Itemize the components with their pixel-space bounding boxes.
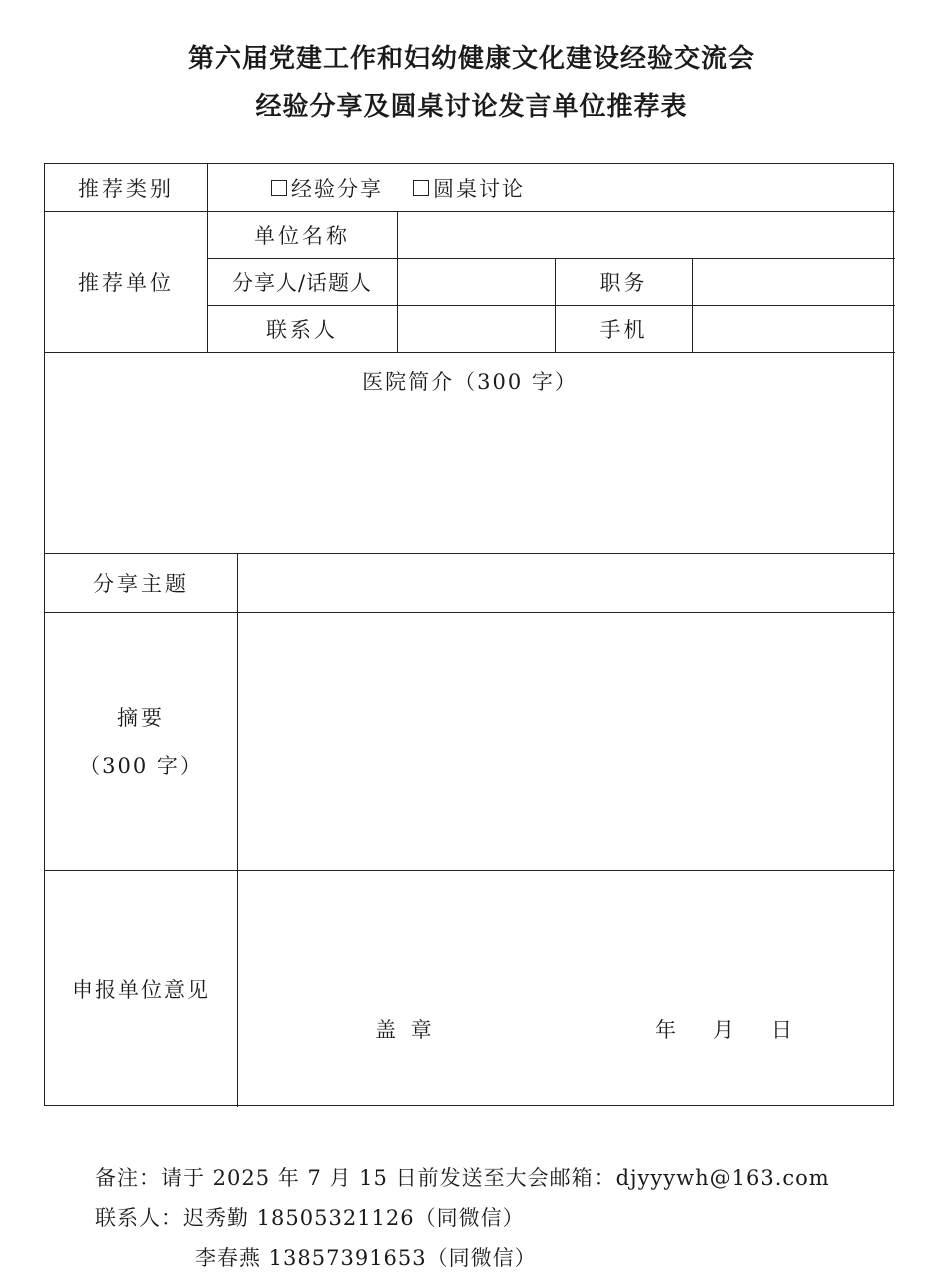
abstract-label: 摘要	[117, 706, 165, 730]
abstract-label-cell	[45, 612, 237, 870]
option-experience-sharing[interactable]	[271, 173, 383, 203]
unit-name-label: 单位名称	[254, 223, 350, 248]
hospital-intro-label: 医院简介（300 字）	[362, 370, 578, 394]
contact-label: 联系人	[266, 317, 338, 342]
abstract-limit: （300 字）	[79, 754, 203, 778]
unit-name-field[interactable]	[397, 211, 895, 258]
option-roundtable[interactable]	[413, 173, 525, 203]
notes	[95, 1158, 830, 1278]
position-label: 职务	[599, 270, 648, 295]
unit-label: 推荐单位	[78, 270, 174, 295]
sharer-field[interactable]	[397, 258, 555, 305]
remark-line: 备注：请于 2025 年 7 月 15 日前发送至大会邮箱：djyyywh@163.com	[95, 1166, 830, 1190]
position-field[interactable]	[692, 258, 895, 305]
abstract-field[interactable]	[237, 612, 895, 870]
topic-field[interactable]	[237, 553, 895, 612]
roundtable-checkbox[interactable]	[413, 180, 429, 196]
recommendation-form	[44, 163, 894, 1106]
category-label: 推荐类别	[78, 176, 174, 201]
sharer-label: 分享人/话题人	[231, 270, 373, 295]
hospital-intro-area[interactable]	[45, 352, 895, 553]
form-title-line2: 经验分享及圆桌讨论发言单位推荐表	[255, 92, 688, 122]
contact-line-2: 李春燕 13857391653（同微信）	[195, 1246, 537, 1270]
opinion-label: 申报单位意见	[72, 977, 210, 1002]
phone-label: 手机	[599, 317, 648, 342]
contact-line-1: 联系人：迟秀勤 18505321126（同微信）	[95, 1206, 525, 1230]
category-options	[207, 164, 895, 211]
date-label: 年 月 日	[655, 1018, 800, 1042]
contact-field[interactable]	[397, 305, 555, 352]
opinion-field[interactable]	[237, 870, 895, 1107]
experience-sharing-checkbox[interactable]	[271, 180, 287, 196]
roundtable-label: 圆桌讨论	[433, 176, 525, 201]
topic-label: 分享主题	[93, 571, 189, 596]
experience-sharing-label: 经验分享	[291, 176, 383, 201]
seal-label: 盖 章	[375, 1018, 436, 1042]
form-title-line1: 第六届党建工作和妇幼健康文化建设经验交流会	[187, 44, 755, 74]
phone-field[interactable]	[692, 305, 895, 352]
